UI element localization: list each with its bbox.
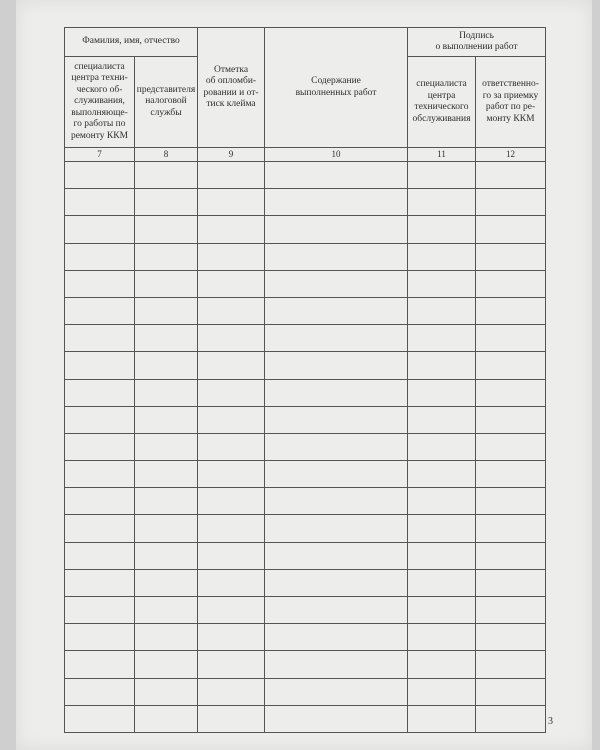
table-cell[interactable] <box>476 433 546 460</box>
table-cell[interactable] <box>265 488 408 515</box>
table-row <box>65 488 546 515</box>
header-service-specialist: специалиста центра техни- ческого об- служивания, выполняюще- го работы по ремонту ККМ <box>65 57 135 148</box>
table-row <box>65 270 546 297</box>
table-cell[interactable] <box>65 488 135 515</box>
table-cell[interactable] <box>408 243 476 270</box>
table-cell[interactable] <box>198 325 265 352</box>
table-cell[interactable] <box>476 705 546 732</box>
table-cell[interactable] <box>198 243 265 270</box>
table-cell[interactable] <box>476 624 546 651</box>
table-row <box>65 216 546 243</box>
table-cell[interactable] <box>265 189 408 216</box>
table-cell[interactable] <box>265 597 408 624</box>
table-cell[interactable] <box>476 297 546 324</box>
table-cell[interactable] <box>135 461 198 488</box>
table-cell[interactable] <box>408 325 476 352</box>
table-cell[interactable] <box>135 189 198 216</box>
table-cell[interactable] <box>65 379 135 406</box>
table-cell[interactable] <box>408 433 476 460</box>
table-row <box>65 433 546 460</box>
header-signature-responsible: ответственно- го за приемку работ по ре- монту ККМ <box>476 57 546 148</box>
table-cell[interactable] <box>198 461 265 488</box>
table-cell[interactable] <box>265 542 408 569</box>
table-cell[interactable] <box>135 352 198 379</box>
table-cell[interactable] <box>476 651 546 678</box>
table-cell[interactable] <box>198 352 265 379</box>
table-cell[interactable] <box>135 624 198 651</box>
table-cell[interactable] <box>265 624 408 651</box>
table-cell[interactable] <box>476 488 546 515</box>
table-cell[interactable] <box>135 705 198 732</box>
table-cell[interactable] <box>198 515 265 542</box>
table-cell[interactable] <box>65 705 135 732</box>
table-cell[interactable] <box>65 270 135 297</box>
header-tax-representative: представителя налоговой службы <box>135 57 198 148</box>
table-cell[interactable] <box>65 515 135 542</box>
table-cell[interactable] <box>265 352 408 379</box>
page-number: 3 <box>548 716 553 727</box>
table-cell[interactable] <box>198 488 265 515</box>
table-row <box>65 678 546 705</box>
table-cell[interactable] <box>65 624 135 651</box>
table-cell[interactable] <box>198 189 265 216</box>
table-cell[interactable] <box>135 297 198 324</box>
table-cell[interactable] <box>408 216 476 243</box>
table-cell[interactable] <box>135 270 198 297</box>
table-cell[interactable] <box>135 569 198 596</box>
header-seal-mark: Отметка об опломби- ровании и от- тиск клейма <box>198 28 265 148</box>
table-cell[interactable] <box>476 270 546 297</box>
table-cell[interactable] <box>408 352 476 379</box>
table-cell[interactable] <box>135 216 198 243</box>
table-row <box>65 297 546 324</box>
table-cell[interactable] <box>265 705 408 732</box>
table-cell[interactable] <box>65 352 135 379</box>
table-cell[interactable] <box>198 379 265 406</box>
table-cell[interactable] <box>408 597 476 624</box>
table-row <box>65 162 546 189</box>
table-cell[interactable] <box>408 270 476 297</box>
table-cell[interactable] <box>408 569 476 596</box>
header-work-content: Содержание выполненных работ <box>265 28 408 148</box>
table-cell[interactable] <box>408 678 476 705</box>
table-cell[interactable] <box>265 297 408 324</box>
table-cell[interactable] <box>476 352 546 379</box>
table-cell[interactable] <box>476 542 546 569</box>
column-number-row <box>65 148 546 162</box>
table-cell[interactable] <box>135 597 198 624</box>
table-cell[interactable] <box>135 433 198 460</box>
header-fio-group: Фамилия, имя, отчество <box>65 28 198 57</box>
table-cell[interactable] <box>135 678 198 705</box>
table-cell[interactable] <box>198 569 265 596</box>
table-cell[interactable] <box>198 651 265 678</box>
table-cell[interactable] <box>265 216 408 243</box>
table-cell[interactable] <box>408 488 476 515</box>
header-signature-group: Подпись о выполнении работ <box>408 28 546 57</box>
table-cell[interactable] <box>198 216 265 243</box>
table-cell[interactable] <box>198 162 265 189</box>
table-cell[interactable] <box>265 379 408 406</box>
table-row <box>65 515 546 542</box>
header-signature-specialist: специалиста центра технического обслуживания <box>408 57 476 148</box>
table-cell[interactable] <box>65 243 135 270</box>
log-rows <box>65 162 546 733</box>
table-cell[interactable] <box>198 433 265 460</box>
table-cell[interactable] <box>135 488 198 515</box>
table-cell[interactable] <box>408 461 476 488</box>
table-cell[interactable] <box>65 189 135 216</box>
column-number: 7 <box>65 148 135 162</box>
table-cell[interactable] <box>476 406 546 433</box>
table-cell[interactable] <box>408 162 476 189</box>
table-cell[interactable] <box>65 678 135 705</box>
table-cell[interactable] <box>65 461 135 488</box>
table-cell[interactable] <box>265 569 408 596</box>
table-cell[interactable] <box>408 624 476 651</box>
table-cell[interactable] <box>65 406 135 433</box>
table-cell[interactable] <box>265 461 408 488</box>
table-row <box>65 597 546 624</box>
table-cell[interactable] <box>198 624 265 651</box>
table-cell[interactable] <box>476 379 546 406</box>
table-cell[interactable] <box>265 651 408 678</box>
table-cell[interactable] <box>408 406 476 433</box>
table-cell[interactable] <box>408 297 476 324</box>
table-cell[interactable] <box>65 651 135 678</box>
table-row <box>65 461 546 488</box>
table-cell[interactable] <box>265 515 408 542</box>
table-cell[interactable] <box>198 406 265 433</box>
table-cell[interactable] <box>198 270 265 297</box>
table-row <box>65 189 546 216</box>
table-cell[interactable] <box>135 542 198 569</box>
table-cell[interactable] <box>65 216 135 243</box>
table-cell[interactable] <box>476 325 546 352</box>
table-cell[interactable] <box>65 569 135 596</box>
table-row <box>65 651 546 678</box>
table-row <box>65 325 546 352</box>
table-cell[interactable] <box>65 297 135 324</box>
table-row <box>65 352 546 379</box>
column-number: 9 <box>198 148 265 162</box>
table-cell[interactable] <box>476 678 546 705</box>
table-row <box>65 379 546 406</box>
table-cell[interactable] <box>135 379 198 406</box>
table-cell[interactable] <box>408 651 476 678</box>
table-cell[interactable] <box>198 678 265 705</box>
table-cell[interactable] <box>476 569 546 596</box>
table-cell[interactable] <box>408 515 476 542</box>
table-cell[interactable] <box>265 325 408 352</box>
table-cell[interactable] <box>65 542 135 569</box>
table-cell[interactable] <box>135 162 198 189</box>
table-cell[interactable] <box>65 325 135 352</box>
table-cell[interactable] <box>135 406 198 433</box>
table-cell[interactable] <box>408 379 476 406</box>
table-cell[interactable] <box>265 162 408 189</box>
table-cell[interactable] <box>265 433 408 460</box>
table-cell[interactable] <box>265 406 408 433</box>
column-number: 11 <box>408 148 476 162</box>
table-cell[interactable] <box>65 597 135 624</box>
table-row <box>65 406 546 433</box>
table-cell[interactable] <box>135 243 198 270</box>
table-cell[interactable] <box>476 162 546 189</box>
table-cell[interactable] <box>265 678 408 705</box>
table-row <box>65 542 546 569</box>
document-page <box>16 0 592 750</box>
table-cell[interactable] <box>198 297 265 324</box>
table-cell[interactable] <box>65 162 135 189</box>
table-cell[interactable] <box>476 461 546 488</box>
table-cell[interactable] <box>65 433 135 460</box>
table-cell[interactable] <box>135 651 198 678</box>
table-cell[interactable] <box>135 325 198 352</box>
table-row <box>65 569 546 596</box>
table-cell[interactable] <box>198 542 265 569</box>
table-cell[interactable] <box>476 243 546 270</box>
table-cell[interactable] <box>476 597 546 624</box>
column-number: 12 <box>476 148 546 162</box>
table-cell[interactable] <box>408 705 476 732</box>
table-cell[interactable] <box>198 705 265 732</box>
table-cell[interactable] <box>198 597 265 624</box>
table-row <box>65 705 546 732</box>
table-cell[interactable] <box>408 189 476 216</box>
column-number: 10 <box>265 148 408 162</box>
table-cell[interactable] <box>408 542 476 569</box>
table-cell[interactable] <box>476 216 546 243</box>
table-cell[interactable] <box>265 243 408 270</box>
table-row <box>65 243 546 270</box>
maintenance-log-table <box>64 27 546 733</box>
column-number: 8 <box>135 148 198 162</box>
table-cell[interactable] <box>135 515 198 542</box>
table-cell[interactable] <box>265 270 408 297</box>
table-cell[interactable] <box>476 189 546 216</box>
table-row <box>65 624 546 651</box>
table-cell[interactable] <box>476 515 546 542</box>
